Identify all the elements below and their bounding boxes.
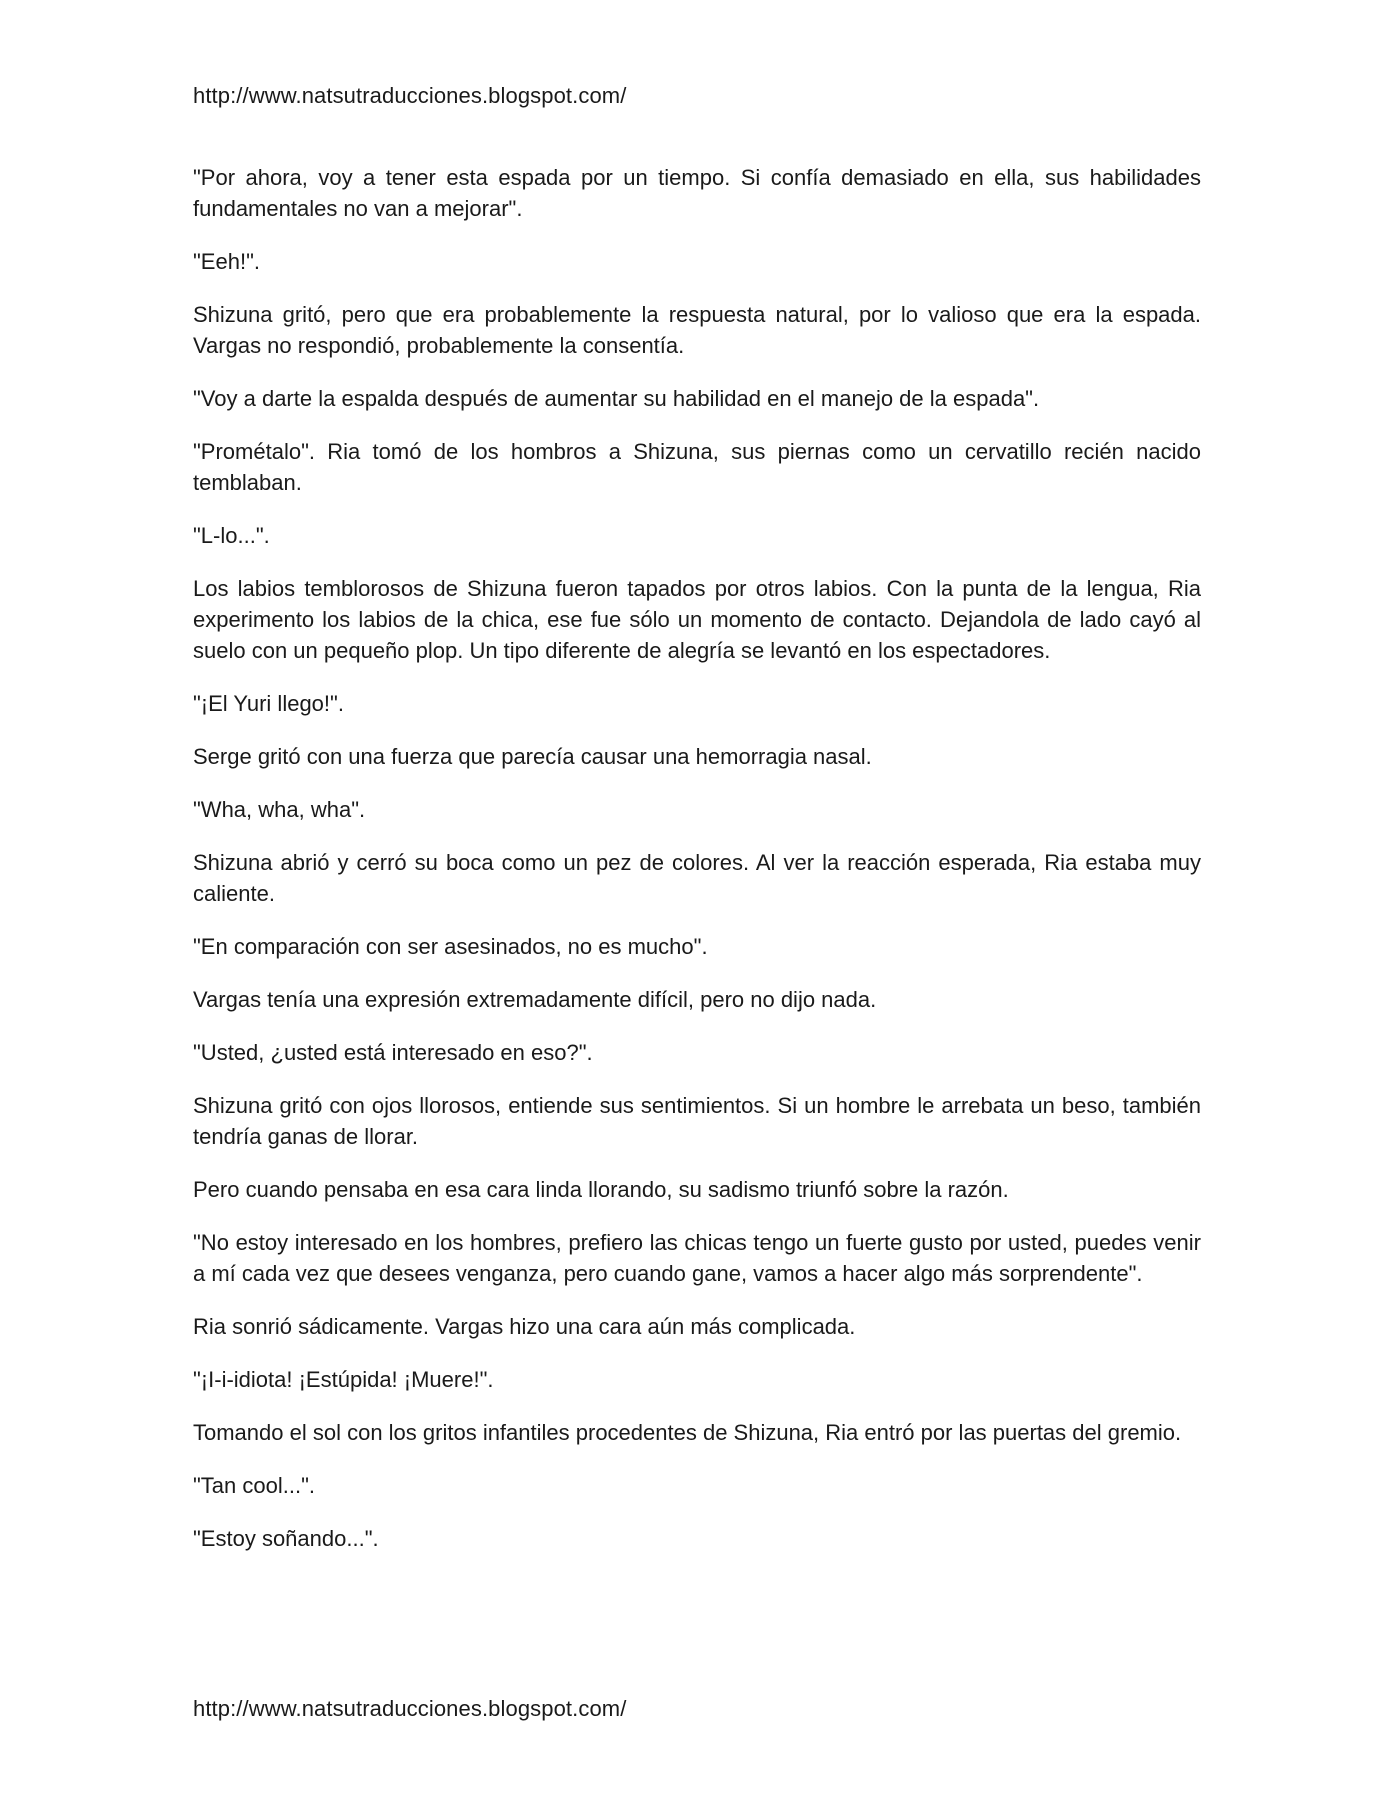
- paragraph: Vargas tenía una expresión extremadamente difícil, pero no dijo nada.: [193, 987, 877, 1012]
- header-url: http://www.natsutraducciones.blogspot.com/: [193, 83, 627, 108]
- footer-url: http://www.natsutraducciones.blogspot.com/: [193, 1696, 627, 1721]
- paragraph: "Tan cool...".: [193, 1473, 316, 1498]
- paragraph: "En comparación con ser asesinados, no es mucho".: [193, 934, 708, 959]
- paragraph: Shizuna gritó con ojos llorosos, entiende sus sentimientos. Si un hombre le arrebata un beso, también tendría ganas de llorar.: [193, 1093, 1201, 1149]
- paragraph: Shizuna gritó, pero que era probablemente la respuesta natural, por lo valioso que era la espada. Vargas no respondió, probablemente la consentía.: [193, 302, 1201, 358]
- paragraph: "Eeh!".: [193, 249, 260, 274]
- document-body: [193, 162, 1201, 1576]
- paragraph: "¡I-i-idiota! ¡Estúpida! ¡Muere!".: [193, 1367, 494, 1392]
- paragraph: Shizuna abrió y cerró su boca como un pez de colores. Al ver la reacción esperada, Ria estaba muy caliente.: [193, 850, 1201, 906]
- paragraph: "Por ahora, voy a tener esta espada por un tiempo. Si confía demasiado en ella, sus habilidades fundamentales no van a mejorar".: [193, 165, 1201, 221]
- paragraph: "Prométalo". Ria tomó de los hombros a Shizuna, sus piernas como un cervatillo recién nacido temblaban.: [193, 439, 1201, 495]
- paragraph: "Usted, ¿usted está interesado en eso?".: [193, 1040, 593, 1065]
- paragraph: Pero cuando pensaba en esa cara linda llorando, su sadismo triunfó sobre la razón.: [193, 1177, 1009, 1202]
- paragraph: "Voy a darte la espalda después de aumentar su habilidad en el manejo de la espada".: [193, 386, 1040, 411]
- paragraph: Los labios temblorosos de Shizuna fueron tapados por otros labios. Con la punta de la lengua, Ria experimento los labios de la chica, ese fue sólo un momento de contacto. Dejandola de lado cayó al suelo con un pequeño plop. Un tipo diferente de alegría se levantó en los espectadores.: [193, 576, 1201, 663]
- paragraph: "L-lo...".: [193, 523, 270, 548]
- paragraph: "Wha, wha, wha".: [193, 797, 366, 822]
- paragraph: Tomando el sol con los gritos infantiles procedentes de Shizuna, Ria entró por las puertas del gremio.: [193, 1420, 1182, 1445]
- paragraph: Ria sonrió sádicamente. Vargas hizo una cara aún más complicada.: [193, 1314, 856, 1339]
- paragraph: "No estoy interesado en los hombres, prefiero las chicas tengo un fuerte gusto por usted, puedes venir a mí cada vez que desees venganza, pero cuando gane, vamos a hacer algo más sorprendente".: [193, 1230, 1201, 1286]
- paragraph: "¡El Yuri llego!".: [193, 691, 344, 716]
- paragraph: "Estoy soñando...".: [193, 1526, 379, 1551]
- paragraph: Serge gritó con una fuerza que parecía causar una hemorragia nasal.: [193, 744, 872, 769]
